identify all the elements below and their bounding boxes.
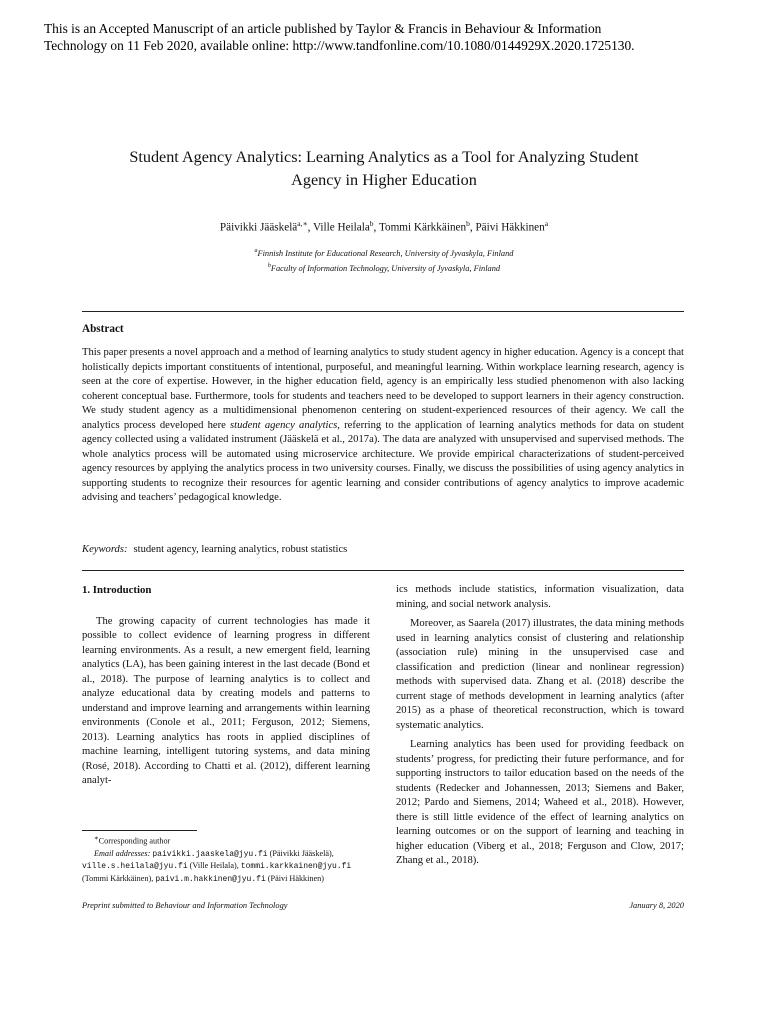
affiliations xyxy=(60,245,708,275)
affiliation-text: Faculty of Information Technology, University of Jyvaskyla, Finland xyxy=(270,263,501,273)
left-column xyxy=(82,583,370,789)
paragraph: Moreover, as Saarela (2017) illustrates, the data mining methods used in learning analytics consist of clustering and relationship (association rule) mining in the unsupervised case and classification and prediction (linear and nonlinear regression) methods with supervised data. Zhang et al. (2018) describe the current stage of methods development in learning analytics (after 2015) as a phase of theoretical reconstruction, which is toward systematic analytics. xyxy=(396,618,684,731)
footnote-emails: Email addresses: paivikki.jaaskela@jyu.fi (Päivikki Jääskelä), ville.s.heilala@jyu.fi (Ville Heilala), tommi.karkkainen@jyu.fi (Tommi Kärkkäinen), paivi.m.hakkinen@jyu.fi (Päivi Häkkinen) xyxy=(82,848,352,885)
paragraph: ics methods include statistics, information visualization, data mining, and social network analysis. xyxy=(396,584,684,610)
keywords xyxy=(82,543,684,557)
affiliation-mark: a xyxy=(254,248,258,254)
footer-date: January 8, 2020 xyxy=(629,901,684,910)
footnote-mark: ∗ xyxy=(94,835,99,842)
footer-preprint-note: Preprint submitted to Behaviour and Information Technology xyxy=(82,901,288,910)
abstract-text xyxy=(82,346,684,506)
author-name: Päivi Häkkinen xyxy=(475,221,545,234)
keywords-label: Keywords: xyxy=(82,544,128,555)
abstract-emphasis: student agency analytics xyxy=(230,419,338,431)
author-name: Päivikki Jääskelä xyxy=(219,221,298,234)
email-address[interactable]: paivi.m.hakkinen@jyu.fi xyxy=(155,875,266,885)
title-line-2: Agency in Higher Education xyxy=(291,171,477,189)
footnote-rule xyxy=(82,830,197,831)
publication-notice xyxy=(44,20,744,54)
footnote xyxy=(82,833,370,886)
author-list xyxy=(60,217,708,235)
author-affil-mark: b xyxy=(466,219,470,228)
email-label: Email addresses: xyxy=(94,848,151,858)
paragraph: Learning analytics has been used for providing feedback on students’ progress, for predicting their future performance, and for supporting instructors to tailor education based on the needs of the students (Redecker and Johannessen, 2013; Siemens and Baker, 2012; Pardo and Siemens, 2014; Waheed et al., 2018). However, there is still little evidence of the effect of learning analytics on learning outcomes or on the support of learning and teaching in higher education (Viberg et al., 2018; Ferguson and Clow, 2017; Zhang et al., 2018). xyxy=(396,739,684,866)
abstract-top-rule xyxy=(82,311,684,312)
email-owner: (Tommi Kärkkäinen) xyxy=(82,874,152,884)
affiliation-line xyxy=(60,245,708,260)
footnote-corresponding-text: Corresponding author xyxy=(98,836,171,846)
email-address[interactable]: tommi.karkkainen@jyu.fi xyxy=(240,862,352,872)
footnote-corresponding xyxy=(82,833,370,848)
author-affil-mark: b xyxy=(369,219,374,228)
affiliation-mark: b xyxy=(267,262,271,269)
paper-title xyxy=(60,146,708,192)
title-line-1: Student Agency Analytics: Learning Analytics as a Tool for Analyzing Student xyxy=(129,148,639,166)
paragraph: The growing capacity of current technologies has made it possible to collect evidence of learning progress in different learning environments. As a result, a new emergent field, learning analytics (LA), has been gaining interest in the last decade (Bond et al., 2018). The purpose of learning analytics is to collect and analyze educational data by creating models and patterns to understand and improve learning and arrangements within learning environments (Conole et al., 2011; Ferguson, 2012; Siemens, 2013). Learning analytics has roots in applied disciplines of machine learning, intelligent tutoring systems, and data mining (Rosé, 2018). According to Chatti et al. (2012), different learning analyt- xyxy=(82,615,370,786)
affiliation-text: Finnish Institute for Educational Research, University of Jyvaskyla, Finland xyxy=(257,248,514,258)
author-name: Ville Heilala xyxy=(313,221,370,234)
email-address[interactable]: paivikki.jaaskela@jyu.fi xyxy=(152,849,268,859)
author-separator: , xyxy=(469,221,476,234)
email-owner: (Päivikki Jääskelä) xyxy=(269,848,332,858)
author-separator: , xyxy=(307,221,313,234)
author-name: Tommi Kärkkäinen xyxy=(378,221,467,234)
abstract-text-part: , referring to the application of learning analytics methods for data on student agency collected using a validated instrument (Jääskelä et al., 2017a). The data are analyzed with unsupervised and supervised methods. The whole analytics process will be automated using microservice architecture. We provide empirical characterizations of student-perceived agency resources by applying the analytics process in two university courses. Finally, we discuss the possibilities of using agency analytics in supporting students to recognize their resources for agentic learning and consider contributions of agency analytics to improve academic advising and teachers’ pedagogical knowledge. xyxy=(82,419,684,503)
abstract-bottom-rule xyxy=(82,570,684,571)
notice-line-1: This is an Accepted Manuscript of an article published by Taylor & Francis in Behaviour & Information xyxy=(44,21,602,36)
abstract-text-part: This paper presents a novel approach and a method of learning analytics to study student agency in higher education. Agency is a concept that holistically depicts important constituents of intentional, purposeful, and meaningful learning. Within workplace learning research, agency is seen at the core of expertise. However, in the higher education field, agency is an empirically less studied phenomenon with also lacking coherent conceptual base. Furthermore, tools for students and teachers need to be developed to support learners in their agency construction. We study student agency as a multidimensional phenomenon centering on student-experienced resources of their agency. We call the analytics process developed here xyxy=(82,347,684,431)
email-owner: (Päivi Häkkinen) xyxy=(267,874,324,884)
section-heading-introduction: 1. Introduction xyxy=(82,584,152,596)
author-affil-mark: a,∗ xyxy=(297,219,308,228)
email-owner: (Ville Heilala) xyxy=(189,861,237,871)
affiliation-line xyxy=(60,260,708,275)
right-column xyxy=(396,583,684,869)
keywords-text: student agency, learning analytics, robust statistics xyxy=(133,544,348,555)
notice-line-2: Technology on 11 Feb 2020, available online: http://www.tandfonline.com/10.1080/0144929X.2020.1725130. xyxy=(44,38,635,53)
email-address[interactable]: ville.s.heilala@jyu.fi xyxy=(82,862,188,872)
author-separator: , xyxy=(373,221,379,234)
author-affil-mark: a xyxy=(544,219,549,228)
abstract-heading: Abstract xyxy=(82,323,124,335)
